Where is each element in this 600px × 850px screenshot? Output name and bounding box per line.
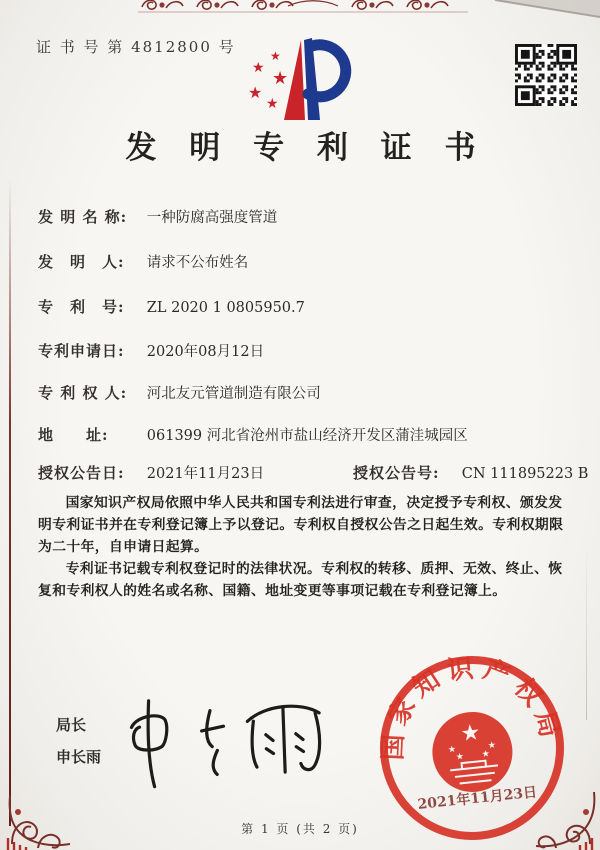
top-border-ornament <box>138 0 468 15</box>
field-patentee <box>38 382 321 403</box>
field-invention-name <box>38 206 277 227</box>
field-value: 2020年08月12日 <box>146 344 265 360</box>
left-frame-rule <box>9 178 11 826</box>
svg-text:★: ★ <box>248 83 263 102</box>
field-filing-date <box>38 340 264 361</box>
field-value: 一种防腐高强度管道 <box>146 210 278 226</box>
field-label: 地 址: <box>38 426 109 444</box>
field-value: 河北友元管道制造有限公司 <box>146 386 321 402</box>
field-label: 专 利 号: <box>38 298 125 316</box>
seal-date-text: 2021年11月23日 <box>416 784 538 813</box>
field-value: 请求不公布姓名 <box>146 255 249 271</box>
page-number: 第 1 页 (共 2 页) <box>241 822 359 836</box>
svg-text:★: ★ <box>252 60 265 76</box>
logo-stars <box>248 49 288 112</box>
svg-text:★: ★ <box>487 740 497 752</box>
cnipa-patent-logo <box>244 36 362 124</box>
grant-date-value: 2021年11月23日 <box>146 466 265 482</box>
field-address <box>38 424 468 445</box>
grant-number-value: CN 111895223 B <box>461 466 589 482</box>
signer-name: 申长雨 <box>56 748 102 766</box>
field-label: 发 明 人: <box>38 253 125 271</box>
grant-date-label: 授权公告日: <box>38 464 125 482</box>
signer-title: 局长 <box>56 716 87 734</box>
field-patent-number <box>38 296 305 317</box>
official-seal <box>372 648 572 848</box>
svg-text:★: ★ <box>447 744 457 756</box>
legal-text <box>38 492 564 602</box>
right-frame-rule <box>586 540 587 720</box>
svg-text:★: ★ <box>266 96 279 112</box>
seal-national-emblem <box>428 708 516 796</box>
field-label: 专 利 权 人: <box>38 384 128 402</box>
photo-edge-top-right <box>420 0 600 28</box>
svg-text:★: ★ <box>455 751 465 763</box>
field-value: ZL 2020 1 0805950.7 <box>146 300 305 316</box>
certificate-number: 证 书 号 第 4812800 号 <box>36 38 236 56</box>
svg-text:★: ★ <box>272 68 289 89</box>
legal-paragraph-1: 国家知识产权局依照中华人民共和国专利法进行审查，决定授予专利权、颁发发明专利证书并在专利登记簿上予以登记。专利权自授权公告之日起生效。专利权期限为二十年，自申请日起算。 <box>38 495 564 556</box>
svg-text:★: ★ <box>270 49 281 63</box>
certificate-title: 发 明 专 利 证 书 <box>125 130 487 166</box>
field-grant-row <box>38 462 589 483</box>
field-value: 061399 河北省沧州市盐山经济开发区蒲洼城园区 <box>146 428 468 444</box>
legal-paragraph-2: 专利证书记载专利权登记时的法律状况。专利权的转移、质押、无效、终止、恢复和专利权人的姓名或名称、国籍、地址变更等事项记载在专利登记簿上。 <box>38 561 563 600</box>
seal-org-text: 国家知识产权局 <box>378 653 567 761</box>
field-label: 专利申请日: <box>38 342 125 360</box>
qr-code <box>515 44 577 106</box>
corner-flourish-bottom-left <box>0 766 74 850</box>
director-signature <box>114 682 346 798</box>
grant-number-label: 授权公告号: <box>353 464 440 482</box>
field-label: 发 明 名 称: <box>38 208 128 226</box>
svg-text:★: ★ <box>459 720 482 748</box>
field-inventor <box>38 251 248 272</box>
svg-text:★: ★ <box>481 749 491 760</box>
